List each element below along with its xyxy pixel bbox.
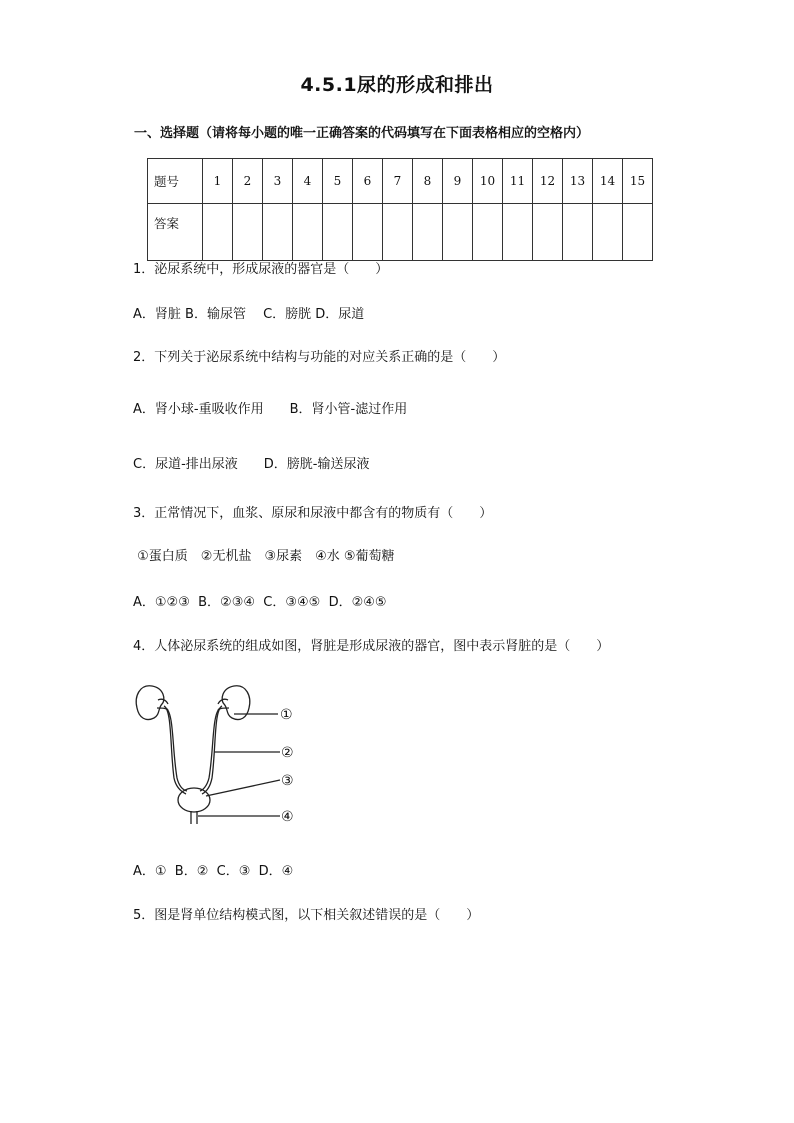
diagram-label-1: ① <box>280 707 293 723</box>
left-kidney <box>136 686 164 720</box>
urethra <box>191 811 197 824</box>
question-2-options-ab: A．肾小球-重吸收作用 B．肾小管-滤过作用 <box>133 402 408 417</box>
answer-cell[interactable] <box>293 204 323 261</box>
page-title: 4.5.1尿的形成和排出 <box>300 74 494 96</box>
answer-cell[interactable] <box>623 204 653 261</box>
table-row-numbers <box>148 159 653 204</box>
diagram-label-3: ③ <box>281 773 294 789</box>
answer-cell[interactable] <box>503 204 533 261</box>
urinary-system-diagram <box>130 678 310 828</box>
answer-cell[interactable] <box>353 204 383 261</box>
bladder <box>178 788 210 812</box>
question-1-options: A．肾脏 B．输尿管 C．膀胱 D．尿道 <box>133 307 365 322</box>
answer-cell[interactable] <box>473 204 503 261</box>
table-cell-number: 8 <box>413 159 443 204</box>
question-3-options: A．①②③ B．②③④ C．③④⑤ D．②④⑤ <box>133 595 387 610</box>
question-1: 1．泌尿系统中，形成尿液的器官是（ ） <box>133 262 389 277</box>
table-header-answer: 答案 <box>148 204 203 261</box>
table-cell-number: 14 <box>593 159 623 204</box>
answer-cell[interactable] <box>323 204 353 261</box>
table-cell-number: 10 <box>473 159 503 204</box>
table-header-number: 题号 <box>148 159 203 204</box>
question-4: 4．人体泌尿系统的组成如图，肾脏是形成尿液的器官，图中表示肾脏的是（ ） <box>133 639 610 654</box>
table-cell-number: 15 <box>623 159 653 204</box>
diagram-label-4: ④ <box>281 809 294 825</box>
table-cell-number: 2 <box>233 159 263 204</box>
answer-table <box>147 158 653 261</box>
answer-cell[interactable] <box>413 204 443 261</box>
answer-cell[interactable] <box>263 204 293 261</box>
table-cell-number: 3 <box>263 159 293 204</box>
answer-cell[interactable] <box>443 204 473 261</box>
question-4-options: A．① B．② C．③ D．④ <box>133 864 294 879</box>
diagram-label-2: ② <box>281 745 294 761</box>
answer-cell[interactable] <box>563 204 593 261</box>
table-cell-number: 1 <box>203 159 233 204</box>
answer-cell[interactable] <box>203 204 233 261</box>
table-cell-number: 4 <box>293 159 323 204</box>
table-cell-number: 7 <box>383 159 413 204</box>
question-2-options-cd: C．尿道-排出尿液 D．膀胱-输送尿液 <box>133 457 370 472</box>
table-cell-number: 11 <box>503 159 533 204</box>
question-5: 5．图是肾单位结构模式图，以下相关叙述错误的是（ ） <box>133 908 480 923</box>
table-cell-number: 9 <box>443 159 473 204</box>
question-3-items: ①蛋白质 ②无机盐 ③尿素 ④水 ⑤葡萄糖 <box>133 549 395 564</box>
section-heading: 一、选择题（请将每小题的唯一正确答案的代码填写在下面表格相应的空格内） <box>134 126 590 141</box>
answer-cell[interactable] <box>533 204 563 261</box>
answer-cell[interactable] <box>383 204 413 261</box>
answer-cell[interactable] <box>593 204 623 261</box>
left-ureter <box>164 706 186 794</box>
question-2: 2．下列关于泌尿系统中结构与功能的对应关系正确的是（ ） <box>133 350 506 365</box>
table-row-answers <box>148 204 653 261</box>
question-3: 3．正常情况下，血浆、原尿和尿液中都含有的物质有（ ） <box>133 506 493 521</box>
answer-cell[interactable] <box>233 204 263 261</box>
table-cell-number: 6 <box>353 159 383 204</box>
table-cell-number: 5 <box>323 159 353 204</box>
table-cell-number: 13 <box>563 159 593 204</box>
table-cell-number: 12 <box>533 159 563 204</box>
